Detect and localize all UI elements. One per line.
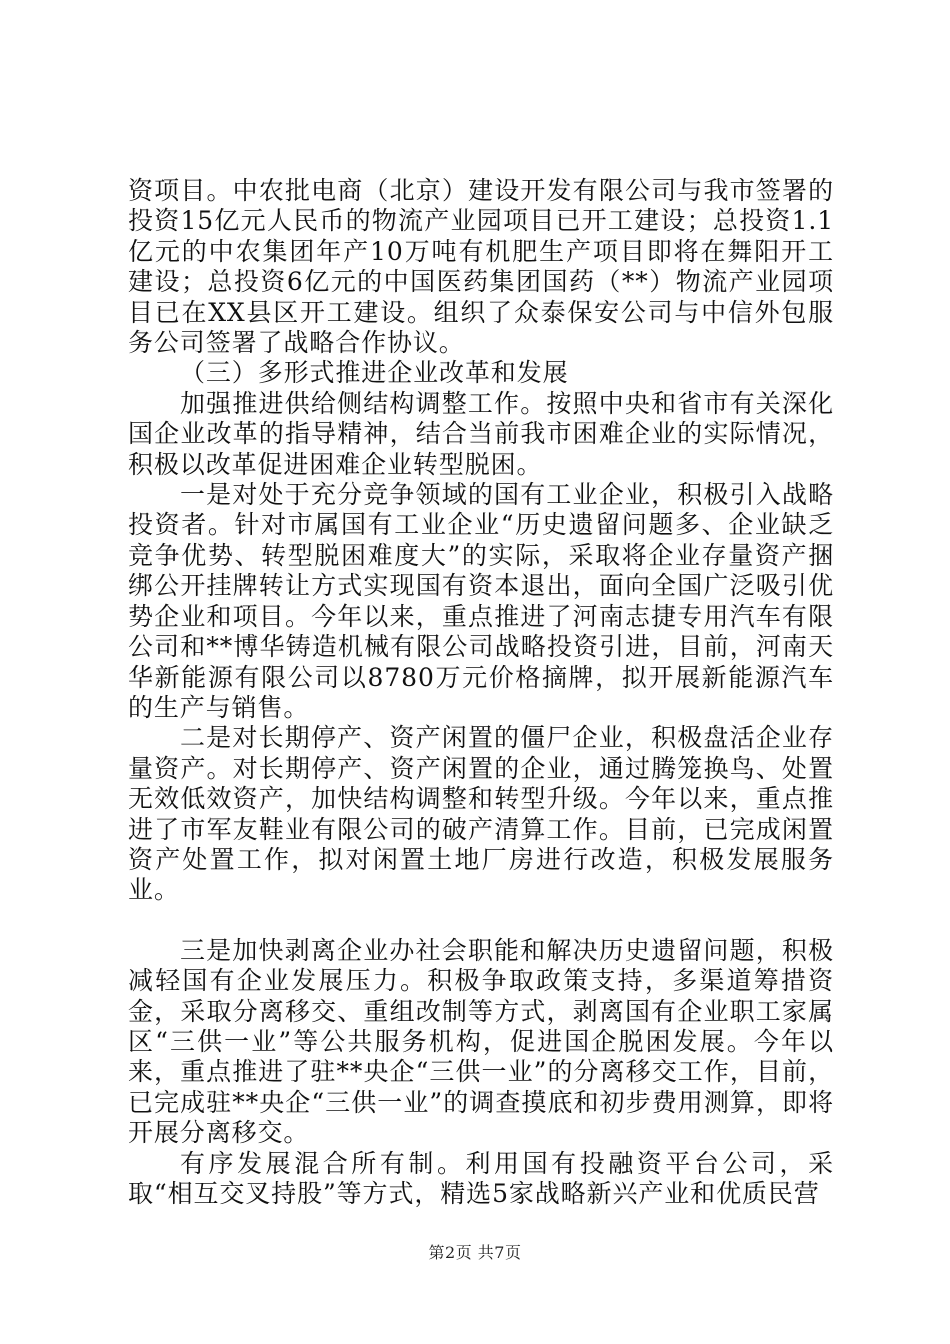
paragraph-point-three: 三是加快剥离企业办社会职能和解决历史遗留问题，积极减轻国有企业发展压力。积极争取政策支持，多渠道筹措资金，采取分离移交、重组改制等方式，剥离国有企业职工家属区“三供一业”等公共服务机构，促进国企脱困发展。今年以来，重点推进了驻**央企“三供一业”的分离移交工作，目前，已完成驻**央企“三供一业”的调查摸底和初步费用测算，即将开展分离移交。 <box>128 935 834 1148</box>
paragraph-point-one: 一是对处于充分竞争领域的国有工业企业，积极引入战略投资者。针对市属国有工业企业“历史遗留问题多、企业缺乏竞争优势、转型脱困难度大”的实际，采取将企业存量资产捆绑公开挂牌转让方式实现国有资本退出，面向全国广泛吸引优势企业和项目。今年以来，重点推进了河南志捷专用汽车有限公司和**博华铸造机械有限公司战略投资引进，目前，河南天华新能源有限公司以8780万元价格摘牌，拟开展新能源汽车的生产与销售。 <box>128 480 834 722</box>
paragraph-mixed-ownership: 有序发展混合所有制。利用国有投融资平台公司，采取“相互交叉持股”等方式，精选5家战略新兴产业和优质民营 <box>128 1148 834 1208</box>
paragraph-point-two: 二是对长期停产、资产闲置的僵尸企业，积极盘活企业存量资产。对长期停产、资产闲置的企业，通过腾笼换鸟、处置无效低效资产，加快结构调整和转型升级。今年以来，重点推进了市军友鞋业有限公司的破产清算工作。目前，已完成闲置资产处置工作，拟对闲置土地厂房进行改造，积极发展服务业。 <box>128 723 834 905</box>
section-heading: （三）多形式推进企业改革和发展 <box>180 358 569 388</box>
paragraph-continuation: 资项目。中农批电商（北京）建设开发有限公司与我市签署的投资15亿元人民币的物流产业园项目已开工建设；总投资1.1亿元的中农集团年产10万吨有机肥生产项目即将在舞阳开工建设；总投资6亿元的中国医药集团国药（**）物流产业园项目已在XX县区开工建设。组织了众泰保安公司与中信外包服务公司签署了战略合作协议。 <box>128 176 834 358</box>
document-body <box>128 176 834 1209</box>
page-number-footer: 第2页 共7页 <box>428 1243 522 1262</box>
paragraph-supply-side: 加强推进供给侧结构调整工作。按照中央和省市有关深化国企业改革的指导精神，结合当前我市困难企业的实际情况，积极以改革促进困难企业转型脱困。 <box>128 388 834 479</box>
